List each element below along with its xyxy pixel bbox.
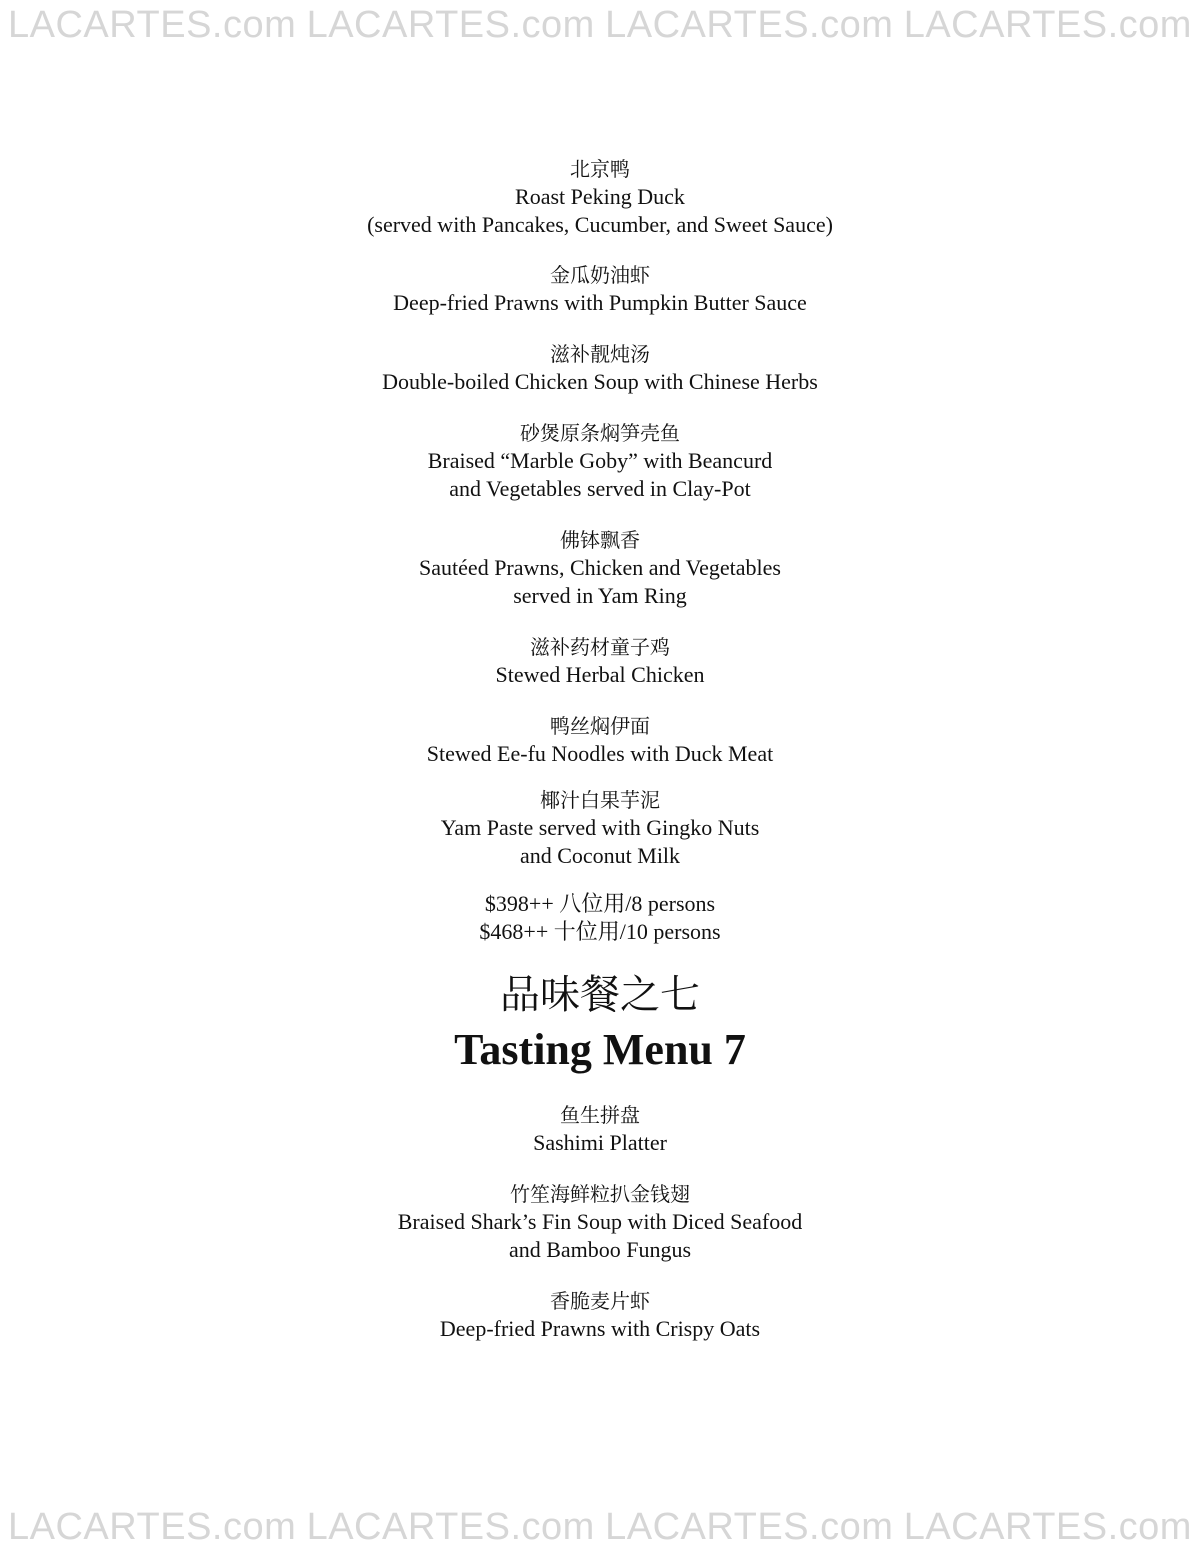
dish-name-en: Stewed Herbal Chicken [495, 662, 705, 687]
dish-item [0, 786, 1200, 870]
price-10-persons: $468++ 十位用/10 persons [479, 919, 721, 944]
dish-name-zh: 砂煲原条焖笋壳鱼 [520, 421, 680, 445]
dish-name-zh: 滋补靓炖汤 [550, 342, 650, 366]
dish-item [0, 1101, 1200, 1157]
dish-item [0, 526, 1200, 610]
watermark-text: LACARTES.com [8, 1506, 297, 1548]
watermark-text: LACARTES.com [306, 4, 595, 46]
dish-name-zh: 北京鸭 [570, 157, 630, 181]
dish-name-en: Roast Peking Duck [515, 184, 685, 209]
dish-item [0, 340, 1200, 396]
dish-name-en: Deep-fried Prawns with Crispy Oats [439, 1316, 761, 1341]
watermark-top [0, 4, 1200, 52]
dish-description-en: and Vegetables served in Clay-Pot [449, 476, 751, 501]
dish-item [0, 712, 1200, 768]
dish-name-en: Stewed Ee-fu Noodles with Duck Meat [426, 741, 774, 766]
dish-description-en: and Coconut Milk [519, 843, 681, 868]
dish-name-zh: 金瓜奶油虾 [550, 263, 650, 287]
dish-name-zh: 椰汁白果芋泥 [540, 788, 660, 812]
dish-description-en: served in Yam Ring [513, 583, 687, 608]
set-menu [0, 155, 1200, 946]
dish-name-en: Braised “Marble Goby” with Beancurd [427, 448, 773, 473]
menu-title-en: Tasting Menu 7 [454, 1025, 746, 1074]
dish-item [0, 1180, 1200, 1264]
menu-title-zh: 品味餐之七 [500, 972, 700, 1018]
dish-name-zh: 滋补药材童子鸡 [530, 635, 670, 659]
dish-name-zh: 竹笙海鲜粒扒金钱翅 [510, 1182, 690, 1206]
watermark-text: LACARTES.com [605, 4, 894, 46]
watermark-text: LACARTES.com [903, 1506, 1192, 1548]
dish-description-en: (served with Pancakes, Cucumber, and Sweet Sauce) [367, 212, 833, 237]
dish-description-en: and Bamboo Fungus [508, 1237, 692, 1262]
dish-name-zh: 鸭丝焖伊面 [550, 714, 650, 738]
dish-name-en: Deep-fried Prawns with Pumpkin Butter Sauce [393, 290, 807, 315]
dish-item [0, 633, 1200, 689]
dish-name-zh: 鱼生拼盘 [560, 1103, 640, 1127]
dish-item [0, 155, 1200, 239]
dish-name-en: Sashimi Platter [533, 1130, 667, 1155]
price-8-persons: $398++ 八位用/8 persons [484, 891, 716, 916]
watermark-bottom [0, 1506, 1200, 1554]
dish-item [0, 419, 1200, 503]
dish-item [0, 1287, 1200, 1343]
price-block [0, 890, 1200, 946]
dish-item [0, 261, 1200, 317]
watermark-text: LACARTES.com [306, 1506, 595, 1548]
watermark-text: LACARTES.com [8, 4, 297, 46]
watermark-text: LACARTES.com [605, 1506, 894, 1548]
watermark-text: LACARTES.com [903, 4, 1192, 46]
dish-name-en: Double-boiled Chicken Soup with Chinese Herbs [382, 369, 818, 394]
dish-name-en: Yam Paste served with Gingko Nuts [440, 815, 760, 840]
tasting-menu-dishes [0, 1101, 1200, 1343]
dish-name-en: Sautéed Prawns, Chicken and Vegetables [419, 555, 781, 580]
dish-name-en: Braised Shark’s Fin Soup with Diced Seafood [397, 1209, 803, 1234]
dish-name-zh: 香脆麦片虾 [550, 1289, 650, 1313]
dish-name-zh: 佛钵飘香 [560, 528, 640, 552]
tasting-menu-heading [0, 968, 1200, 1078]
